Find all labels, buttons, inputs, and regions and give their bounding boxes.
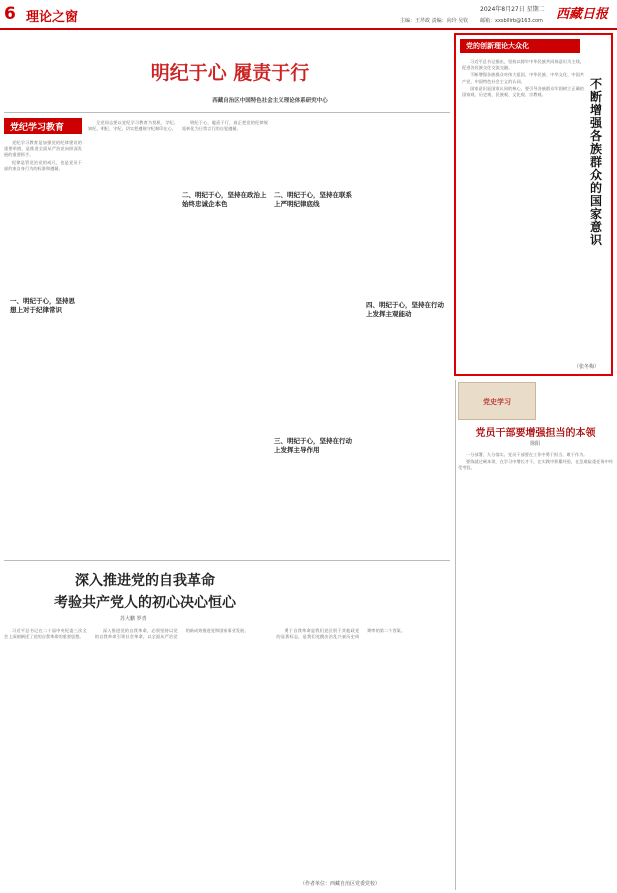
main-subhead: 二、明纪于心，坚持在政治上始终忠诚企本色 — [182, 191, 267, 208]
bottom-divider — [4, 560, 450, 561]
right-paragraph: 要练就过硬本领，在学习中增长才干，在实践中积累经验，在急难险重任务中经受考验。 — [458, 459, 613, 471]
main-paragraph: 全党同志要以党纪学习教育为契机，学纪、知纪、明纪、守纪，切实把遵规守纪刻印在心。 — [88, 120, 178, 132]
sidebar-vertical-title: 不断增强各族群众的国家意识 — [590, 77, 603, 247]
main-paragraph: 党纪学习教育是加强党的纪律建设的重要举措，是推进全面从严治党向纵深发展的重要抓手。 — [4, 140, 82, 158]
page-number: 6 — [4, 4, 16, 24]
decorative-image-text: 党史学习 — [483, 398, 511, 406]
bottom-paragraph: 深入推进党的自我革命，必须坚持以党的自我革命引领社会革命，以全面从严治党的新成效推进党和国家事业发展。 — [94, 628, 249, 640]
main-subhead: 三、明纪于心，坚持在行动上发挥主导作用 — [274, 437, 352, 454]
main-subhead: 一、明纪于心，坚持思想上对于纪律常识 — [10, 297, 75, 314]
right-article-byline: 徐阳 — [530, 441, 541, 447]
right-article-text — [458, 452, 613, 888]
sidebar-paragraph: 国家意识是国家认同的核心，要引导各族群众牢固树立正确的国家观、历史观、民族观、文化观、宗教观。 — [462, 85, 584, 98]
decorative-image — [458, 382, 536, 420]
bottom-article-byline: 苏大鹏 罗青 — [120, 616, 147, 622]
sidebar-text — [462, 59, 584, 364]
main-col-2 — [88, 120, 178, 540]
main-col-4 — [274, 120, 358, 540]
sidebar-band: 党的创新理论大众化 — [460, 39, 580, 53]
newspaper-logo: 西藏日报 — [556, 7, 609, 22]
bottom-footer-note: （作者单位：西藏自治区党委党校） — [300, 881, 381, 887]
masthead — [0, 0, 617, 30]
bottom-article-title-2: 考验共产党人的初心决心恒心 — [54, 595, 236, 611]
bottom-article-title-1: 深入推进党的自我革命 — [75, 573, 215, 589]
right-paragraph: 一分部署，九分落实。党员干部要在工作中勇于担当、敢于作为。 — [466, 452, 588, 457]
contact-email: 邮箱：xxsblllrb@163.com — [480, 18, 543, 24]
main-article-title: 明纪于心 履责于行 — [150, 62, 310, 84]
page-title: 理论之窗 — [26, 10, 79, 25]
issue-date: 2024年8月27日 星期二 — [480, 6, 545, 13]
main-subhead: 四、明纪于心，坚持在行动上发挥主观能动 — [366, 301, 444, 318]
main-paragraph: 纪律是管党治党的戒尺，也是党员干部约束自身行为的标准和遵循。 — [4, 159, 82, 171]
main-article-byline: 西藏自治区中国特色社会主义理论体系研究中心 — [212, 98, 328, 104]
sidebar-signature: （张冬梅） — [574, 364, 600, 370]
bottom-article-text — [4, 628, 450, 888]
main-divider — [4, 112, 450, 113]
bottom-paragraph: 习近平总书记在二十届中央纪委三次全会上深刻阐述了党的自我革命的重要思想。 — [4, 628, 87, 640]
editor-line: 主编：王芹政 责编：向玲 吴钦 — [400, 18, 469, 24]
bottom-paragraph: 勇于自我革命是我们党区别于其他政党的显著标志，是我们党跳出治乱兴衰历史周期率的第二个答案。 — [276, 628, 405, 640]
main-col-3 — [182, 120, 268, 540]
main-col-1 — [4, 140, 82, 545]
main-paragraph: 明纪于心，履责于行，真正把党的纪律规矩转化为日常言行的自觉遵循。 — [182, 120, 268, 132]
vertical-divider — [455, 380, 456, 890]
right-article-title: 党员干部要增强担当的本领 — [475, 428, 596, 439]
sidebar-paragraph: 习近平总书记指出，坚持以铸牢中华民族共同体意识为主线，促进各民族交往交流交融。 — [462, 59, 584, 71]
main-col-5 — [364, 120, 450, 540]
main-subhead: 二、明纪于心，坚持在联系上严明纪律底线 — [274, 191, 352, 208]
sidebar-paragraph: 不断增强各族群众对伟大祖国、中华民族、中华文化、中国共产党、中国特色社会主义的认同。 — [462, 72, 584, 84]
section-band: 党纪学习教育 — [4, 118, 82, 134]
